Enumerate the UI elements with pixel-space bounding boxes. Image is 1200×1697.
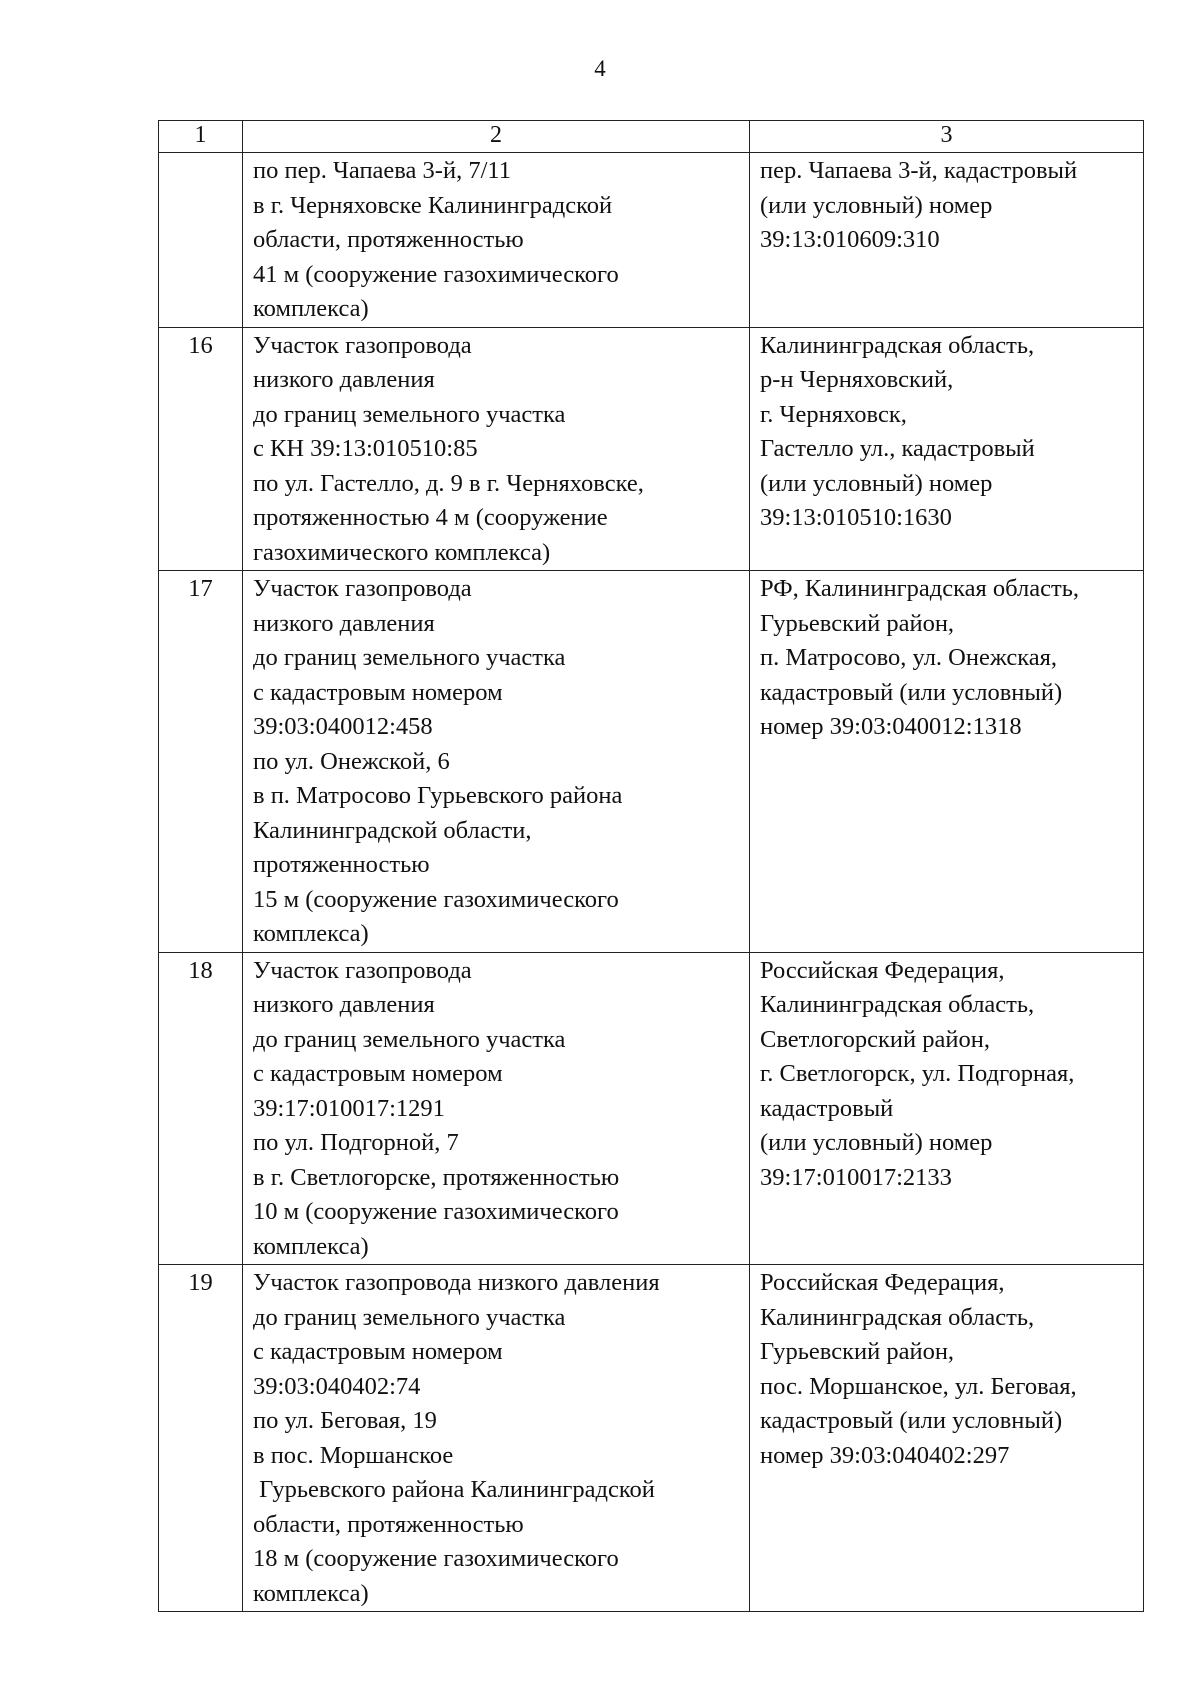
description-line: 39:03:040402:74: [253, 1372, 421, 1400]
page-number: 4: [594, 56, 606, 81]
description-line: по ул. Онежской, 6: [253, 747, 450, 775]
address-line: номер 39:03:040012:1318: [760, 713, 1022, 740]
table-row: [159, 571, 1144, 953]
table-row: [159, 1265, 1144, 1612]
description-line: в п. Матросово Гурьевского района: [253, 782, 623, 809]
address-line: 39:17:010017:2133: [760, 1163, 952, 1191]
description-line: по пер. Чапаева 3-й, 7/11: [253, 157, 511, 184]
address-line: Российская Федерация,: [760, 956, 1005, 984]
table-row: [159, 952, 1144, 1265]
row-number: 16: [159, 327, 243, 571]
description-line: Участок газопровода: [253, 956, 472, 984]
description-line: по ул. Гастелло, д. 9 в г. Черняховске,: [253, 469, 644, 497]
description-line: комплекса): [253, 1579, 369, 1607]
description-line: по ул. Беговая, 19: [253, 1407, 437, 1434]
address-line: Гурьевский район,: [760, 609, 955, 637]
description-line: с кадастровым номером: [253, 1060, 503, 1087]
address-line: Российская Федерация,: [760, 1269, 1005, 1296]
column-header-1: 1: [159, 121, 243, 153]
description-line: до границ земельного участка: [253, 400, 566, 428]
description-line: по ул. Подгорной, 7: [253, 1129, 459, 1156]
address-line: 39:13:010609:310: [760, 226, 940, 253]
description-line: Участок газопровода: [253, 331, 472, 359]
address-line: р-н Черняховский,: [760, 366, 954, 393]
row-number: 19: [159, 1265, 243, 1612]
description-line: низкого давления: [253, 991, 435, 1018]
description-line: протяженностью 4 м (сооружение: [253, 504, 608, 531]
description-line: с кадастровым номером: [253, 678, 503, 706]
address-line: Калининградская область,: [760, 991, 1035, 1018]
address-line: кадастровый (или условный): [760, 1407, 1063, 1434]
address-line: п. Матросово, ул. Онежская,: [760, 644, 1058, 671]
description-line: Калининградской области,: [253, 816, 532, 844]
table-header-row: [159, 121, 1144, 153]
object-description-cell: [243, 571, 750, 953]
address-line: г. Светлогорск, ул. Подгорная,: [760, 1060, 1075, 1087]
description-line: Гурьевского района Калининградской: [253, 1476, 655, 1503]
address-line: кадастровый: [760, 1094, 894, 1122]
address-line: г. Черняховск,: [760, 400, 907, 428]
description-line: газохимического комплекса): [253, 538, 551, 566]
table-row: [159, 327, 1144, 571]
address-line: Калининградская область,: [760, 1303, 1035, 1331]
address-line: номер 39:03:040402:297: [760, 1441, 1010, 1469]
description-line: в пос. Моршанское: [253, 1441, 454, 1469]
description-line: низкого давления: [253, 366, 435, 393]
address-cadastral-cell: [750, 571, 1144, 953]
description-line: области, протяженностью: [253, 1510, 524, 1538]
description-line: до границ земельного участка: [253, 1025, 566, 1053]
description-line: Участок газопровода низкого давления: [253, 1269, 660, 1296]
description-line: низкого давления: [253, 609, 435, 637]
table-body: [159, 153, 1144, 1612]
address-line: РФ, Калининградская область,: [760, 575, 1079, 602]
address-cadastral-cell: [750, 952, 1144, 1265]
description-line: комплекса): [253, 920, 369, 947]
description-line: в г. Черняховске Калининградской: [253, 191, 613, 219]
description-line: с КН 39:13:010510:85: [253, 435, 478, 462]
address-cadastral-cell: [750, 153, 1144, 328]
row-number: 17: [159, 571, 243, 953]
address-line: Гастелло ул., кадастровый: [760, 435, 1035, 462]
description-line: с кадастровым номером: [253, 1338, 503, 1365]
description-line: до границ земельного участка: [253, 1303, 566, 1331]
description-line: области, протяженностью: [253, 226, 524, 253]
object-description-cell: [243, 327, 750, 571]
address-line: пер. Чапаева 3-й, кадастровый: [760, 157, 1078, 184]
address-line: Гурьевский район,: [760, 1338, 955, 1365]
address-cadastral-cell: [750, 327, 1144, 571]
description-line: комплекса): [253, 295, 369, 322]
document-table: [158, 120, 1144, 1612]
description-line: протяженностью: [253, 851, 430, 878]
address-line: 39:13:010510:1630: [760, 504, 952, 531]
description-line: 18 м (сооружение газохимического: [253, 1545, 619, 1572]
description-line: 39:03:040012:458: [253, 713, 433, 740]
address-line: Калининградская область,: [760, 331, 1035, 359]
column-header-3: 3: [750, 121, 1144, 153]
column-header-2: 2: [243, 121, 750, 153]
description-line: Участок газопровода: [253, 575, 472, 602]
description-line: комплекса): [253, 1232, 369, 1260]
address-line: (или условный) номер: [760, 1129, 993, 1156]
table-row: [159, 153, 1144, 328]
description-line: 39:17:010017:1291: [253, 1094, 445, 1122]
object-description-cell: [243, 952, 750, 1265]
description-line: до границ земельного участка: [253, 644, 566, 671]
address-line: Светлогорский район,: [760, 1025, 990, 1053]
object-description-cell: [243, 1265, 750, 1612]
address-line: пос. Моршанское, ул. Беговая,: [760, 1372, 1077, 1400]
address-line: кадастровый (или условный): [760, 678, 1063, 706]
object-description-cell: [243, 153, 750, 328]
description-line: в г. Светлогорске, протяженностью: [253, 1163, 620, 1191]
row-number: [159, 153, 243, 328]
address-line: (или условный) номер: [760, 469, 993, 497]
address-line: (или условный) номер: [760, 191, 993, 219]
row-number: 18: [159, 952, 243, 1265]
description-line: 15 м (сооружение газохимического: [253, 885, 619, 913]
description-line: 41 м (сооружение газохимического: [253, 260, 619, 288]
description-line: 10 м (сооружение газохимического: [253, 1198, 619, 1225]
address-cadastral-cell: [750, 1265, 1144, 1612]
